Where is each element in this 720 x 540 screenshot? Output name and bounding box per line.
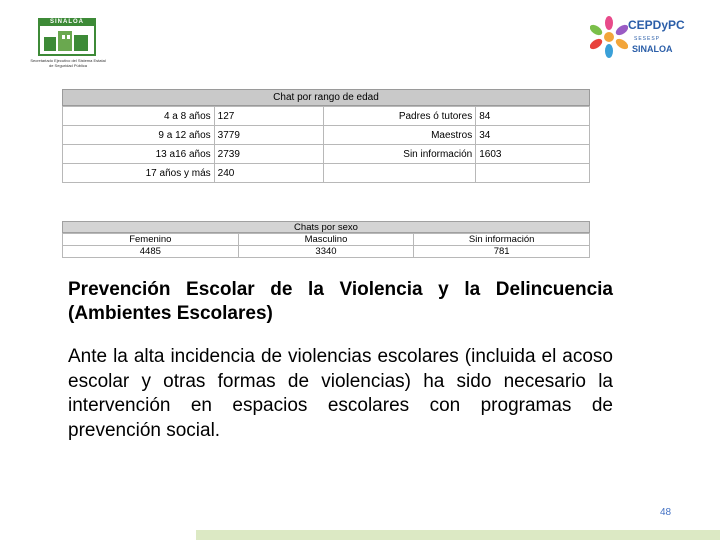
table-row	[63, 126, 590, 145]
age-label: 13 a16 años	[63, 145, 215, 164]
logo-sub-text: SESESP	[634, 36, 661, 42]
group-value: 84	[476, 107, 590, 126]
footer-bar	[196, 530, 720, 540]
logo-state-text: SINALOA	[632, 44, 673, 54]
group-value: 34	[476, 126, 590, 145]
age-value: 3779	[214, 126, 324, 145]
age-table	[62, 106, 590, 183]
page-number: 48	[660, 507, 672, 518]
group-label: Sin información	[324, 145, 476, 164]
section-heading: Prevención Escolar de la Violencia y la Delincuencia (Ambientes Escolares)	[68, 279, 613, 324]
table-row	[63, 164, 590, 183]
age-label: 17 años y más	[63, 164, 215, 183]
group-label	[324, 164, 476, 183]
group-label: Maestros	[324, 126, 476, 145]
sinaloa-logo	[28, 14, 108, 70]
sex-table	[62, 233, 590, 258]
logo-brand-text: CEPDyPC	[628, 18, 685, 32]
sex-table-title: Chats por sexo	[62, 221, 590, 233]
sex-label: Masculino	[238, 234, 414, 246]
group-value: 1603	[476, 145, 590, 164]
building-icon	[42, 27, 92, 53]
group-value	[476, 164, 590, 183]
age-value: 240	[214, 164, 324, 183]
age-label: 4 a 8 años	[63, 107, 215, 126]
age-value: 127	[214, 107, 324, 126]
age-table-title: Chat por rango de edad	[62, 89, 590, 106]
body-paragraph: Ante la alta incidencia de violencias escolares (incluida el acoso escolar y otras formas de violencias) ha sido necesario la intervención en espacios escolares con programas de prevención social.	[68, 346, 613, 441]
people-flower-icon	[590, 14, 628, 60]
sex-value: 4485	[63, 246, 239, 258]
table-row	[63, 145, 590, 164]
table-row	[63, 246, 590, 258]
table-row	[63, 107, 590, 126]
age-label: 9 a 12 años	[63, 126, 215, 145]
sex-label: Femenino	[63, 234, 239, 246]
age-value: 2739	[214, 145, 324, 164]
sex-value: 781	[414, 246, 590, 258]
sex-label: Sin información	[414, 234, 590, 246]
table-row	[63, 234, 590, 246]
group-label: Padres ó tutores	[324, 107, 476, 126]
logo-caption: Secretariado Ejecutivo del Sistema Estatal de Seguridad Pública	[30, 58, 106, 68]
logo-brand-text: SINALOA	[50, 19, 84, 25]
cepdypc-logo	[590, 12, 685, 64]
sex-value: 3340	[238, 246, 414, 258]
